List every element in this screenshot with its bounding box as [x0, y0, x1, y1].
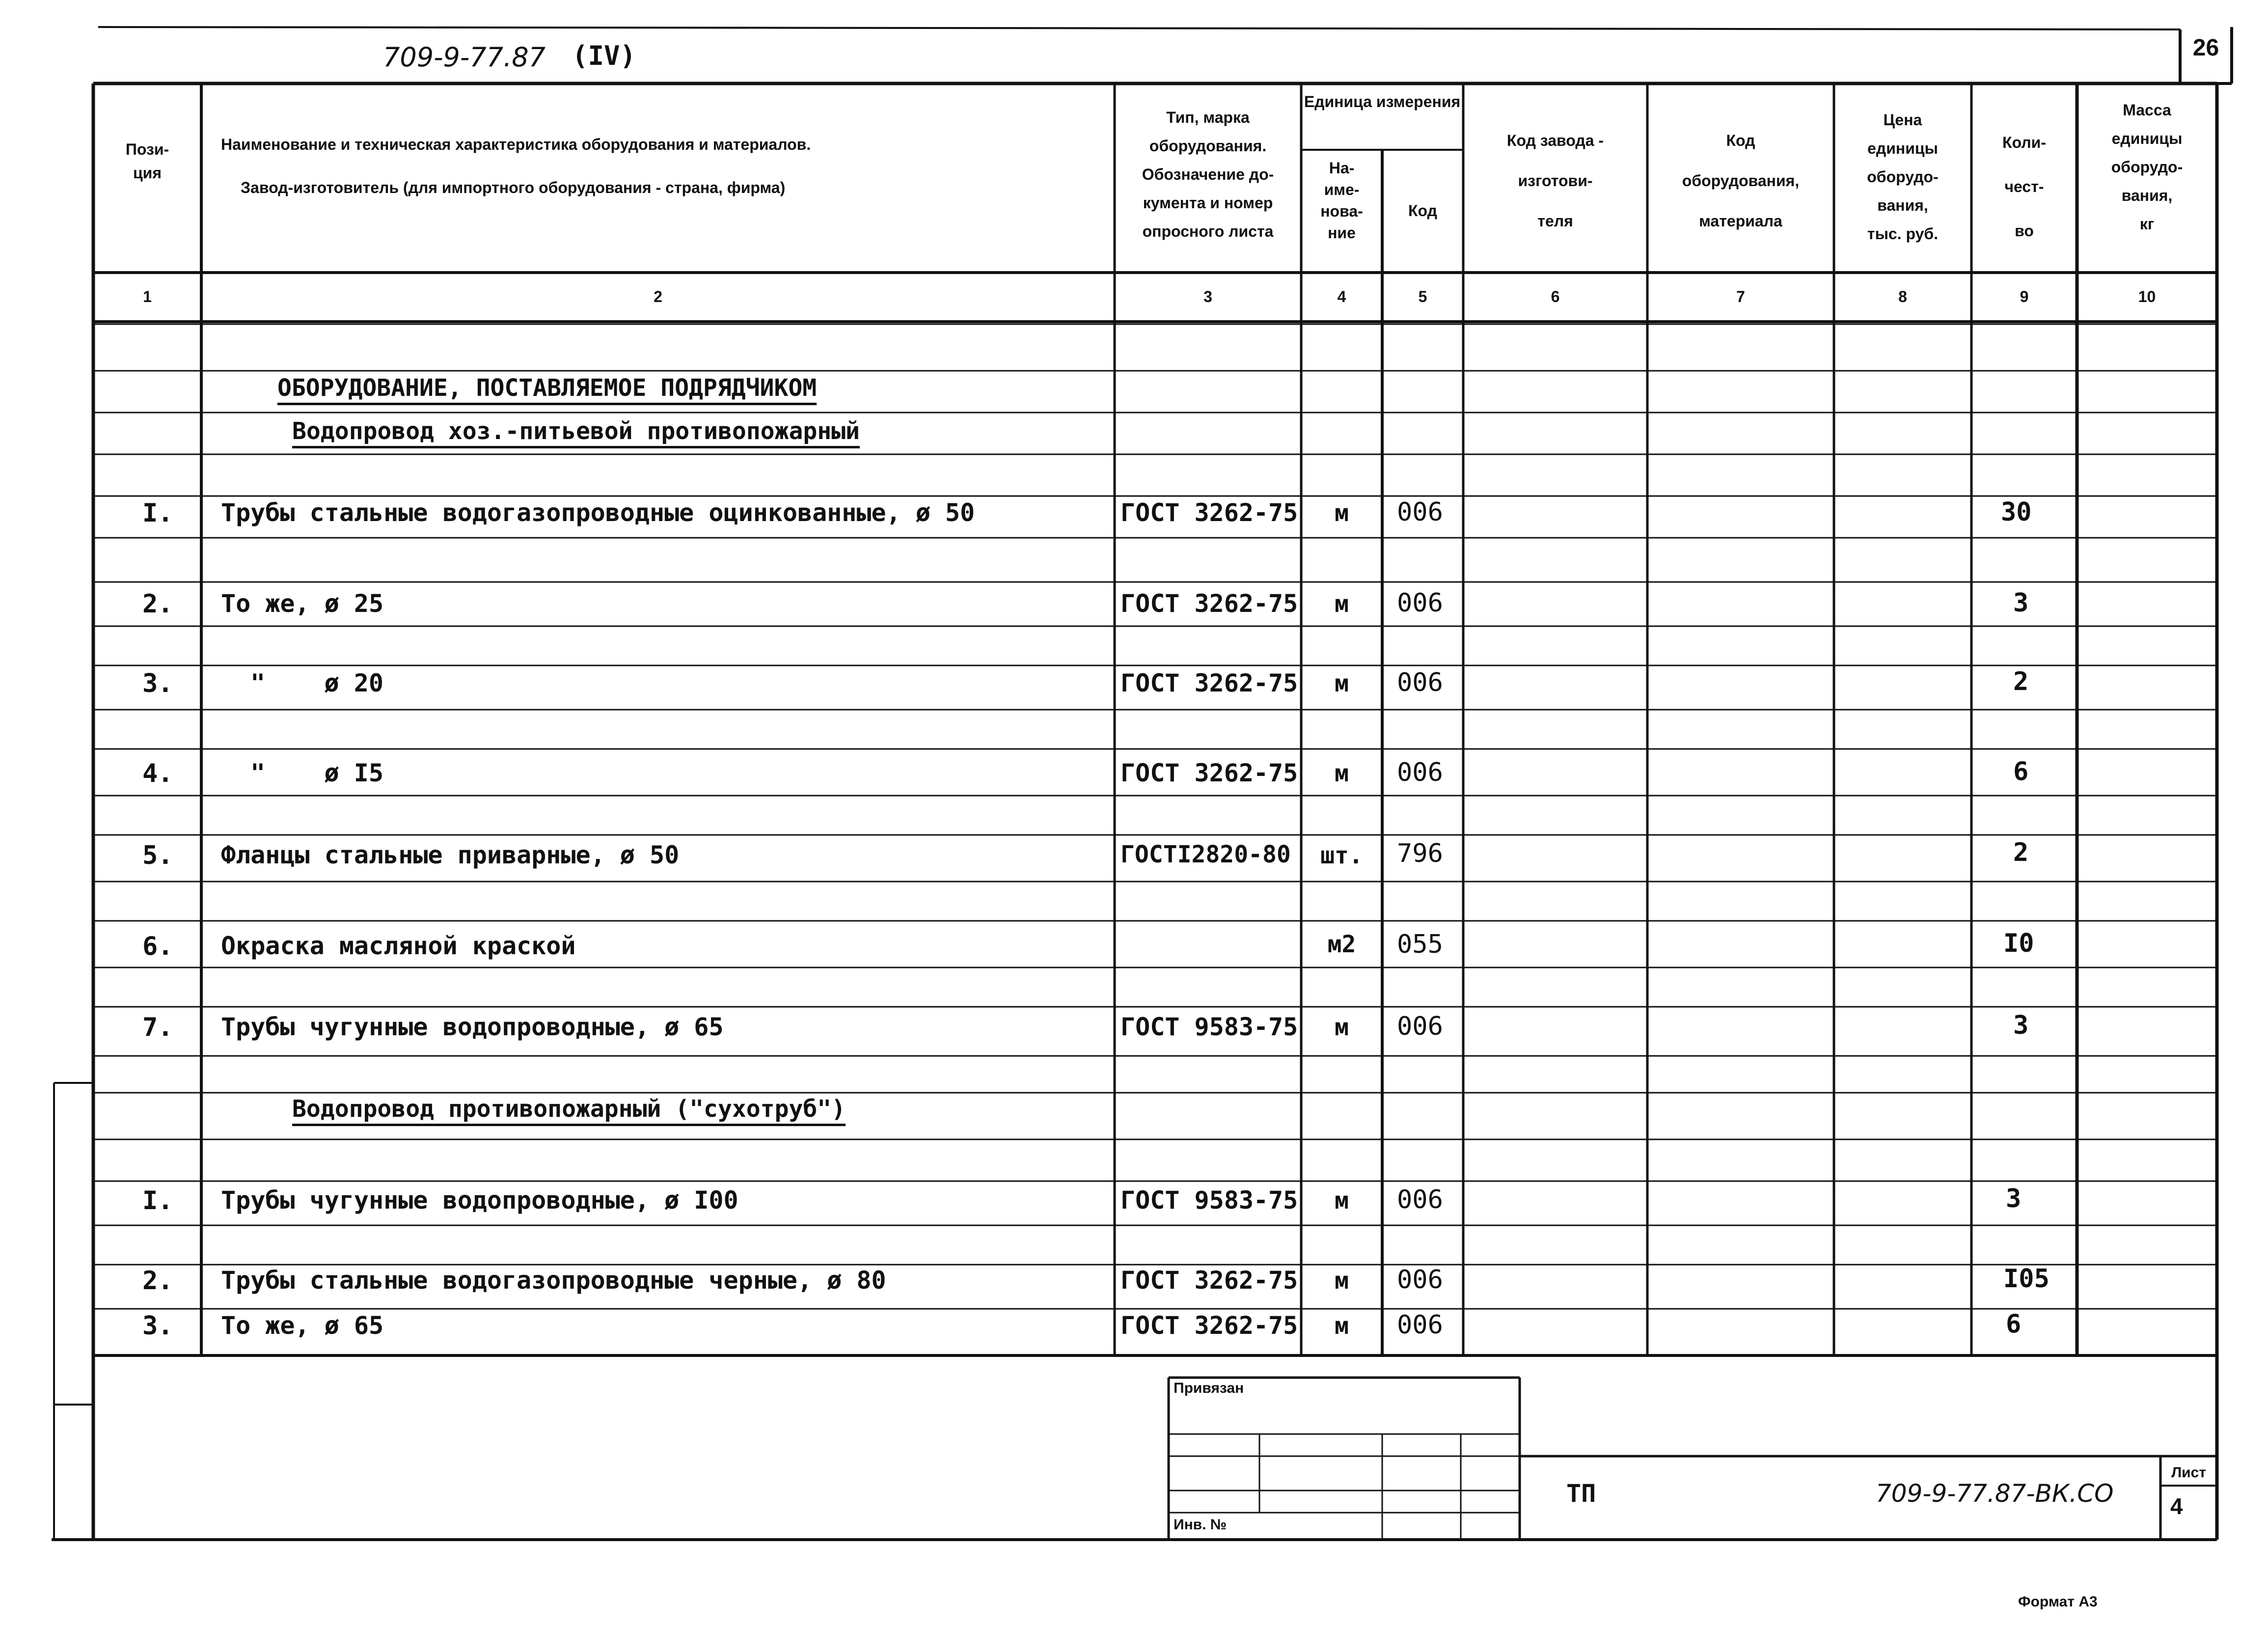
sheet-page-number: 26 [2192, 35, 2219, 61]
row-code: 006 [1397, 1012, 1443, 1041]
header-quantity-line: чест- [2004, 178, 2044, 195]
row-code: 006 [1397, 1185, 1443, 1215]
col-number: 9 [2020, 288, 2029, 305]
format-label: Формат А3 [2018, 1594, 2098, 1610]
row-document: ГОСТ 9583-75 [1120, 1186, 1298, 1215]
row-document: ГОСТ 3262-75 [1120, 1266, 1298, 1295]
header-mass-line: оборудо- [2111, 158, 2183, 176]
row-position: 7. [142, 1013, 173, 1042]
row-name: Трубы стальные водогазопроводные оцинкованные, ø 50 [221, 498, 975, 527]
row-quantity: I05 [2003, 1264, 2049, 1294]
header-unit-name [1301, 157, 1382, 244]
header-factory-code-line: изготови- [1518, 172, 1593, 190]
header-price-line: тыс. руб. [1867, 225, 1939, 243]
row-position: 5. [142, 841, 173, 870]
row-position: 2. [142, 589, 173, 619]
header-equipment-code-line: Код [1726, 132, 1755, 149]
row-position: 3. [142, 1311, 173, 1341]
title-block-tp: ТП [1566, 1479, 1596, 1508]
header-mass-line: кг [2139, 215, 2155, 233]
header-factory-code-line: теля [1537, 212, 1573, 230]
header-unit-name-line: ние [1328, 224, 1356, 242]
col-number: 8 [1898, 288, 1907, 305]
header-equipment-code [1647, 120, 1834, 241]
col-number: 10 [2138, 288, 2156, 305]
col-number: 5 [1418, 288, 1427, 305]
row-unit: м [1335, 499, 1349, 527]
row-unit: м [1335, 1312, 1349, 1340]
row-name: Фланцы стальные приварные, ø 50 [221, 841, 680, 869]
header-type-line: оборудования. [1149, 137, 1267, 155]
row-document: ГОСТ 3262-75 [1120, 1311, 1298, 1340]
row-document: ГОСТ 3262-75 [1120, 759, 1298, 787]
row-position: 2. [142, 1266, 173, 1296]
row-unit: м2 [1327, 931, 1356, 958]
header-unit-name-line: нова- [1320, 202, 1363, 220]
row-unit: м [1335, 670, 1349, 697]
header-name-line2: Завод-изготовитель (для импортного оборудования - страна, фирма) [241, 179, 786, 196]
row-name: Трубы стальные водогазопроводные черные, ø 80 [221, 1266, 886, 1295]
row-quantity: 3 [2006, 1184, 2022, 1214]
header-type-line: Обозначение до- [1142, 166, 1274, 183]
stamp-privyazan-label: Привязан [1174, 1380, 1244, 1396]
row-name: " ø 20 [250, 669, 383, 697]
row-document: ГОСТI2820-80 [1120, 841, 1291, 868]
row-name: " ø I5 [250, 759, 383, 787]
header-price [1834, 106, 1971, 248]
row-document: ГОСТ 3262-75 [1120, 669, 1298, 697]
header-price-line: оборудо- [1867, 168, 1939, 186]
row-quantity: 2 [2013, 667, 2029, 696]
row-quantity: 30 [2001, 497, 2032, 527]
header-name [221, 130, 1007, 202]
row-name: Трубы чугунные водопроводные, ø 65 [221, 1013, 724, 1041]
row-code: 006 [1397, 668, 1443, 697]
header-equipment-code-line: материала [1699, 212, 1782, 230]
row-code: 006 [1397, 588, 1443, 618]
row-document: ГОСТ 9583-75 [1120, 1013, 1298, 1041]
row-unit: м [1335, 590, 1349, 618]
row-document: ГОСТ 3262-75 [1120, 498, 1298, 527]
header-unit-name-line: име- [1324, 181, 1360, 198]
row-code: 006 [1397, 758, 1443, 787]
row-unit: м [1335, 760, 1349, 787]
header-mass-line: Масса [2123, 101, 2171, 119]
col-number: 2 [654, 288, 662, 305]
header-type-line: Тип, марка [1166, 109, 1250, 126]
header-mass [2077, 96, 2217, 238]
header-mass-line: вания, [2121, 187, 2173, 204]
row-document: ГОСТ 3262-75 [1120, 589, 1298, 618]
row-name: То же, ø 65 [221, 1311, 384, 1340]
header-unit-code: Код [1408, 202, 1437, 220]
header-mass-line: единицы [2111, 130, 2183, 147]
doc-number: 709-9-77.87 [383, 42, 546, 73]
row-quantity: 3 [2013, 1011, 2029, 1040]
row-position: 6. [142, 932, 173, 961]
row-code: 006 [1397, 1265, 1443, 1295]
header-type [1117, 103, 1299, 246]
header-quantity-line: Коли- [2002, 134, 2046, 151]
section-heading-water-supply: Водопровод хоз.-питьевой противопожарный [292, 417, 860, 445]
header-unit: Единица измерения [1304, 93, 1461, 111]
header-quantity-line: во [2015, 222, 2034, 240]
row-position: I. [142, 498, 173, 528]
header-quantity [1971, 120, 2077, 253]
title-block-sheet-number: 4 [2170, 1493, 2183, 1519]
header-price-line: единицы [1867, 139, 1938, 157]
header-unit-name-line: На- [1329, 159, 1355, 177]
row-position: I. [142, 1186, 173, 1216]
row-quantity: I0 [2003, 929, 2034, 958]
row-unit: шт. [1320, 842, 1363, 869]
col-number: 4 [1337, 288, 1346, 305]
stamp-inventory-label: Инв. № [1174, 1517, 1227, 1533]
header-factory-code-line: Код завода - [1506, 132, 1604, 149]
col-number: 1 [143, 288, 152, 305]
row-position: 4. [142, 759, 173, 788]
col-number: 7 [1736, 288, 1745, 305]
header-type-line: кумента и номер [1143, 194, 1273, 212]
section-heading-dry-pipe: Водопровод противопожарный ("сухотруб") [292, 1095, 846, 1123]
row-name: То же, ø 25 [221, 589, 384, 618]
header-position [93, 138, 201, 185]
col-number: 3 [1203, 288, 1212, 305]
row-unit: м [1335, 1014, 1349, 1041]
row-code: 006 [1397, 497, 1443, 527]
row-unit: м [1335, 1267, 1349, 1295]
row-quantity: 3 [2013, 588, 2029, 618]
header-name-line1: Наименование и техническая характеристика оборудования и материалов. [221, 136, 811, 153]
title-block-sheet-label: Лист [2171, 1464, 2206, 1481]
row-code: 006 [1397, 1310, 1443, 1340]
col-number: 6 [1551, 288, 1560, 305]
header-factory-code [1463, 120, 1647, 241]
header-price-line: вания, [1877, 196, 1928, 214]
row-code: 796 [1397, 839, 1443, 868]
row-name: Окраска масляной краской [221, 932, 576, 960]
header-equipment-code-line: оборудования, [1682, 172, 1800, 190]
row-name: Трубы чугунные водопроводные, ø I00 [221, 1186, 738, 1215]
row-position: 3. [142, 669, 173, 698]
header-price-line: Цена [1883, 111, 1922, 129]
section-heading-main: ОБОРУДОВАНИЕ, ПОСТАВЛЯЕМОЕ ПОДРЯДЧИКОМ [277, 374, 817, 402]
row-quantity: 6 [2006, 1309, 2022, 1339]
row-unit: м [1335, 1187, 1349, 1215]
row-code: 055 [1397, 930, 1443, 959]
row-quantity: 2 [2013, 838, 2029, 867]
header-type-line: опросного листа [1142, 222, 1274, 240]
header-position-label: Пози-ция [125, 140, 169, 182]
title-block-designation: 709-9-77.87-ВК.СО [1876, 1479, 2114, 1508]
row-quantity: 6 [2013, 757, 2029, 786]
doc-variant: (IV) [572, 40, 636, 71]
